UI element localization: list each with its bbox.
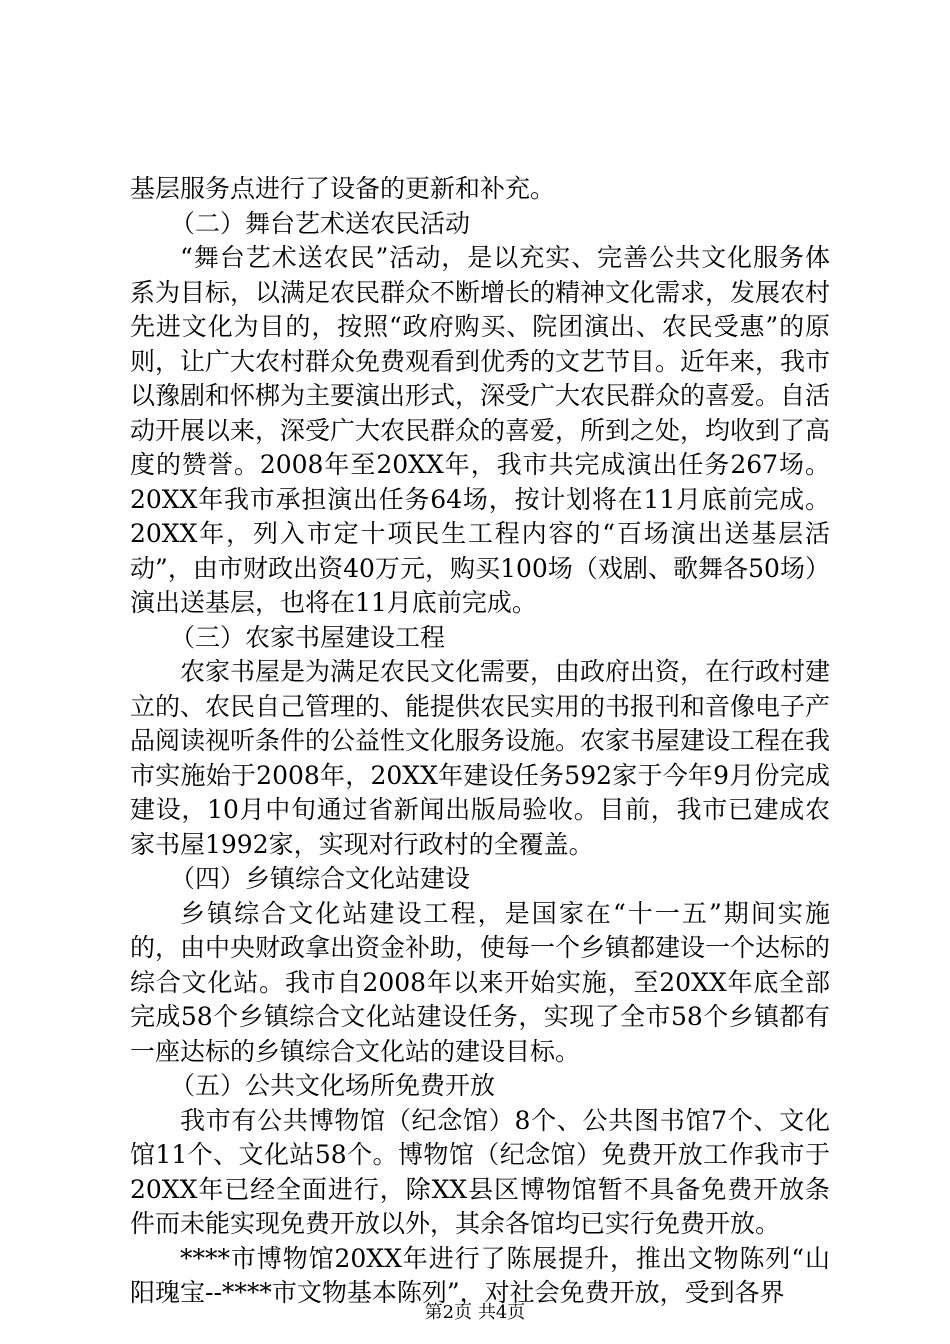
paragraph-farm-library: 农家书屋是为满足农民文化需要，由政府出资，在行政村建立的、农民自己管理的、能提供农民实用的书报刊和音像电子产品阅读视听条件的公益性文化服务设施。农家书屋建设工程在我市实施始于2008年，20XX年建设任务592家于今年9月份完成建设，10月中旬通过省新闻出版局验收。目前，我市已建成农家书屋1992家，实现对行政村的全覆盖。 xyxy=(130,657,831,859)
section-heading-stage-art: （二）舞台艺术送农民活动 xyxy=(170,208,471,238)
page-number-footer: 第2页 共4页 xyxy=(424,1302,526,1323)
section-heading-township-station: （四）乡镇综合文化站建设 xyxy=(170,864,471,893)
paragraph-township-station: 乡镇综合文化站建设工程，是国家在“十一五”期间实施的，由中央财政拿出资金补助，使每一个乡镇都建设一个达标的综合文化站。我市自2008年以来开始实施，至20XX年底全部完成58个乡镇综合文化站建设任务，实现了全市58个乡镇都有一座达标的乡镇综合文化站的建设目标。 xyxy=(130,898,831,1066)
paragraph-continuation: 基层服务点进行了设备的更新和补充。 xyxy=(130,174,556,203)
section-heading-free-opening: （五）公共文化场所免费开放 xyxy=(170,1071,496,1100)
paragraph-stage-art: “舞台艺术送农民”活动，是以充实、完善公共文化服务体系为目标，以满足农民群众不断增长的精神文化需求，发展农村先进文化为目的，按照“政府购买、院团演出、农民受惠”的原则，让广大农村群众免费观看到优秀的文艺节目。近年来，我市以豫剧和怀梆为主要演出形式，深受广大农民群众的喜爱。自活动开展以来，深受广大农民群众的喜爱，所到之处，均收到了高度的赞誉。2008年至20XX年，我市共完成演出任务267场。20XX年我市承担演出任务64场，按计划将在11月底前完成。20XX年，列入市定十项民生工程内容的“百场演出送基层活动”，由市财政出资40万元，购买100场（戏剧、歌舞各50场）演出送基层，也将在11月底前完成。 xyxy=(130,243,831,617)
section-heading-farm-library: （三）农家书屋建设工程 xyxy=(170,622,446,652)
paragraph-free-opening: 我市有公共博物馆（纪念馆）8个、公共图书馆7个、文化馆11个、文化站58个。博物馆（纪念馆）免费开放工作我市于20XX年已经全面进行，除XX县区博物馆暂不具备免费开放条件而未能实现免费开放以外，其余各馆均已实行免费开放。 xyxy=(130,1105,830,1238)
paragraph-museum: ****市博物馆20XX年进行了陈展提升，推出文物陈列“山阳瑰宝--****市文物基本陈列”，对社会免费开放，受到各界 xyxy=(130,1243,830,1307)
document-body xyxy=(130,172,830,1311)
